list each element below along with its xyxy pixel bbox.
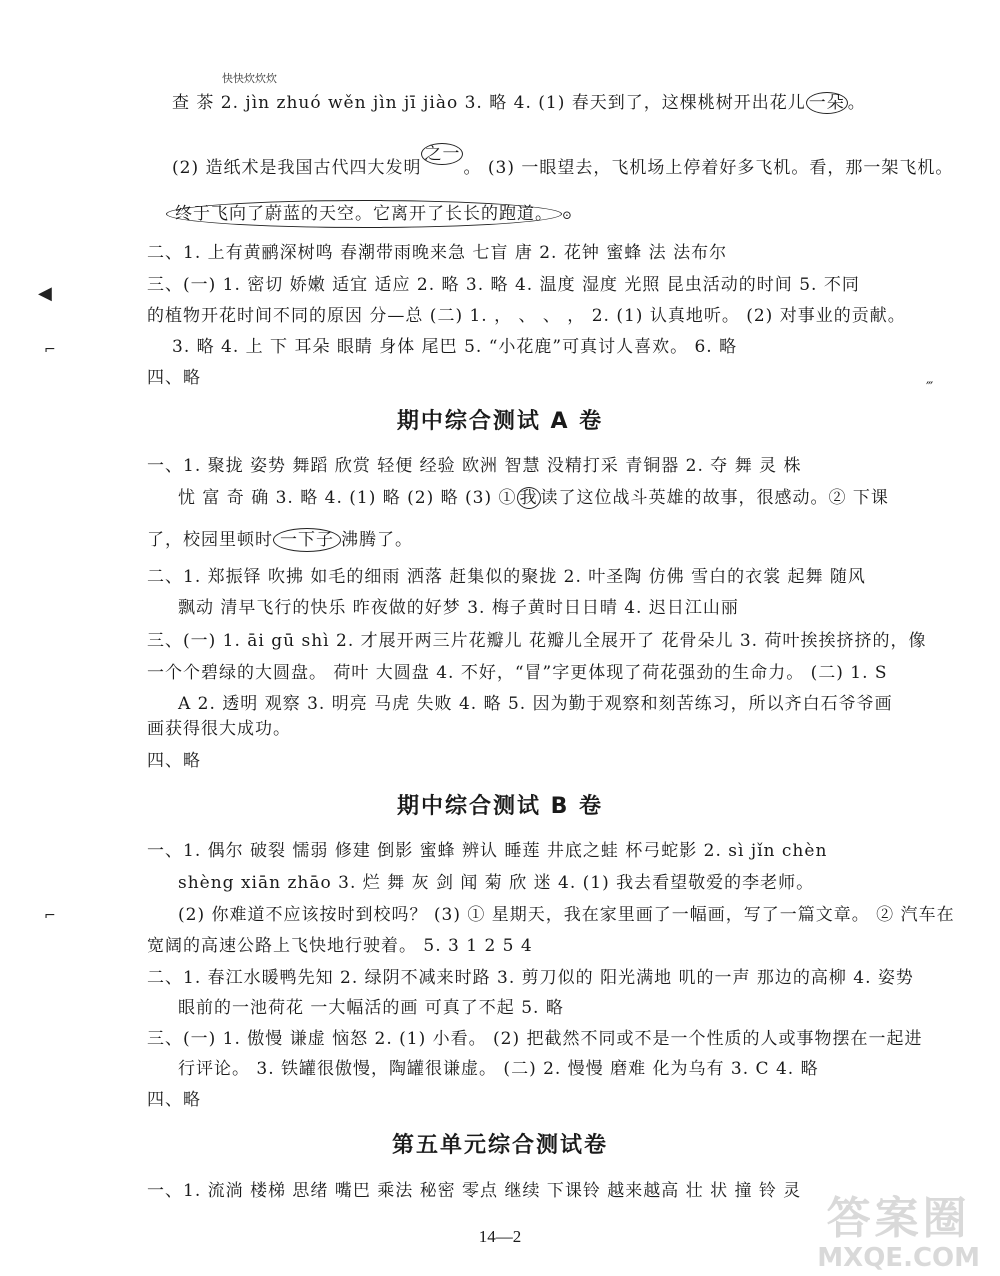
answer-line: A 2. 透明 观察 3. 明亮 马虎 失败 4. 略 5. 因为勤于观察和刻苦练习，所以齐白石爷爷画 [178,694,893,714]
answer-line: 一、1. 流淌 楼梯 思绪 嘴巴 乘法 秘密 零点 继续 下课铃 越来越高 壮 状 撞 铃 灵 [147,1181,802,1201]
circled-word: 我 [517,487,541,509]
margin-mark-icon: ◀ [38,283,52,304]
answer-line: 飘动 清早飞行的快乐 昨夜做的好梦 3. 梅子黄时日日晴 4. 迟日江山丽 [178,598,739,618]
circled-word: 一朵 [806,92,848,114]
margin-mark-icon: ‴ [926,380,934,396]
answer-line: 宽阔的高速公路上飞快地行驶着。 5. 3 1 2 5 4 [147,936,533,956]
answer-line: 行评论。 3. 铁罐很傲慢，陶罐很谦虚。 (二) 2. 慢慢 磨难 化为乌有 3. C 4. 略 [178,1059,819,1079]
answer-line: (2) 造纸术是我国古代四大发明之一。 (3) 一眼望去，飞机场上停着好多飞机。看，那一架飞机。 [172,144,954,178]
answer-line: 二、1. 郑振铎 吹拂 如毛的细雨 洒落 赶集似的聚拢 2. 叶圣陶 仿佛 雪白的衣裳 起舞 随风 [147,567,866,587]
answer-line: 忧 富 奇 确 3. 略 4. (1) 略 (2) 略 (3) ① 我 读了这位战斗英雄的故事，很感动。② 下课 [178,488,889,508]
answer-line: shèng xiān zhāo 3. 烂 舞 灰 剑 闻 菊 欣 迷 4. (1) 我去看望敬爱的李老师。 [178,873,815,893]
section-4: 四、略 [147,1090,201,1110]
answer-line: 三、(一) 1. āi gū shì 2. 才展开两三片花瓣儿 花瓣儿全展开了 花骨朵儿 3. 荷叶挨挨挤挤的，像 [147,631,927,651]
circled-word: 之一 [421,143,463,165]
margin-mark-icon: ⌐ [44,342,56,358]
answer-line: 画获得很大成功。 [147,719,291,739]
handwritten-note: 快快炊炊炊 [222,72,277,85]
section-4: 四、略 [147,751,201,771]
answer-line: 查 茶 2. jìn zhuó wěn jìn jī jiào 3. 略 4. (1) 春天到了，这棵桃树开出花儿 一朵 。 [172,93,866,113]
section-3: 的植物开花时间不同的原因 分—总 (二) 1. ， 、 、 ， 2. (1) 认真地听。 (2) 对事业的贡献。 [147,306,906,326]
margin-mark-icon: ⌐ [44,908,56,924]
section-title-b: 期中综合测试 B 卷 [396,794,604,819]
section-4: 四、略 [147,368,201,388]
circled-sentence: 终于飞向了蔚蓝的天空。它离开了长长的跑道。 [166,200,562,228]
section-title-a: 期中综合测试 A 卷 [396,409,604,434]
circled-word: 一下子 [273,528,341,552]
section-title-5: 第五单元综合测试卷 [391,1133,608,1158]
arrow-mark-icon: ⊙ [562,208,574,222]
section-3: 3. 略 4. 上 下 耳朵 眼睛 身体 尾巴 5. “小花鹿”可真讨人喜欢。 6. 略 [172,337,738,357]
answer-line: (2) 你难道不应该按时到校吗？ (3) ① 星期天，我在家里画了一幅画，写了一篇文章。 ② 汽车在 [178,905,955,925]
section-2: 二、1. 上有黄鹂深树鸣 春潮带雨晚来急 七盲 唐 2. 花钟 蜜蜂 法 法布尔 [147,243,728,263]
watermark: 答案圈 MXQE.COM [817,1193,980,1273]
answer-line: 三、(一) 1. 傲慢 谦虚 恼怒 2. (1) 小看。 (2) 把截然不同或不是一个性质的人或事物摆在一起进 [147,1029,923,1049]
answer-line: 一、1. 聚拢 姿势 舞蹈 欣赏 轻便 经验 欧洲 智慧 没精打采 青铜器 2. 夺 舞 灵 株 [147,456,802,476]
answer-line: 了，校园里顿时 一下子 沸腾了。 [147,530,413,550]
answer-line: 眼前的一池荷花 一大幅活的画 可真了不起 5. 略 [178,998,564,1018]
answer-line: 二、1. 春江水暖鸭先知 2. 绿阴不减来时路 3. 剪刀似的 阳光满地 叽的一声 那边的高柳 4. 姿势 [147,968,914,988]
page-number: 14—2 [478,1227,522,1246]
section-3: 三、(一) 1. 密切 娇嫩 适宜 适应 2. 略 3. 略 4. 温度 湿度 光照 昆虫活动的时间 5. 不同 [147,275,860,295]
answer-line: 一个个碧绿的大圆盘。 荷叶 大圆盘 4. 不好，“冒”字更体现了荷花强劲的生命力。 (二) 1. S [147,663,888,683]
answer-line: 一、1. 偶尔 破裂 懦弱 修建 倒影 蜜蜂 辨认 睡莲 井底之蛙 杯弓蛇影 2. sì jǐn chèn [147,841,828,861]
answer-line [166,200,573,228]
